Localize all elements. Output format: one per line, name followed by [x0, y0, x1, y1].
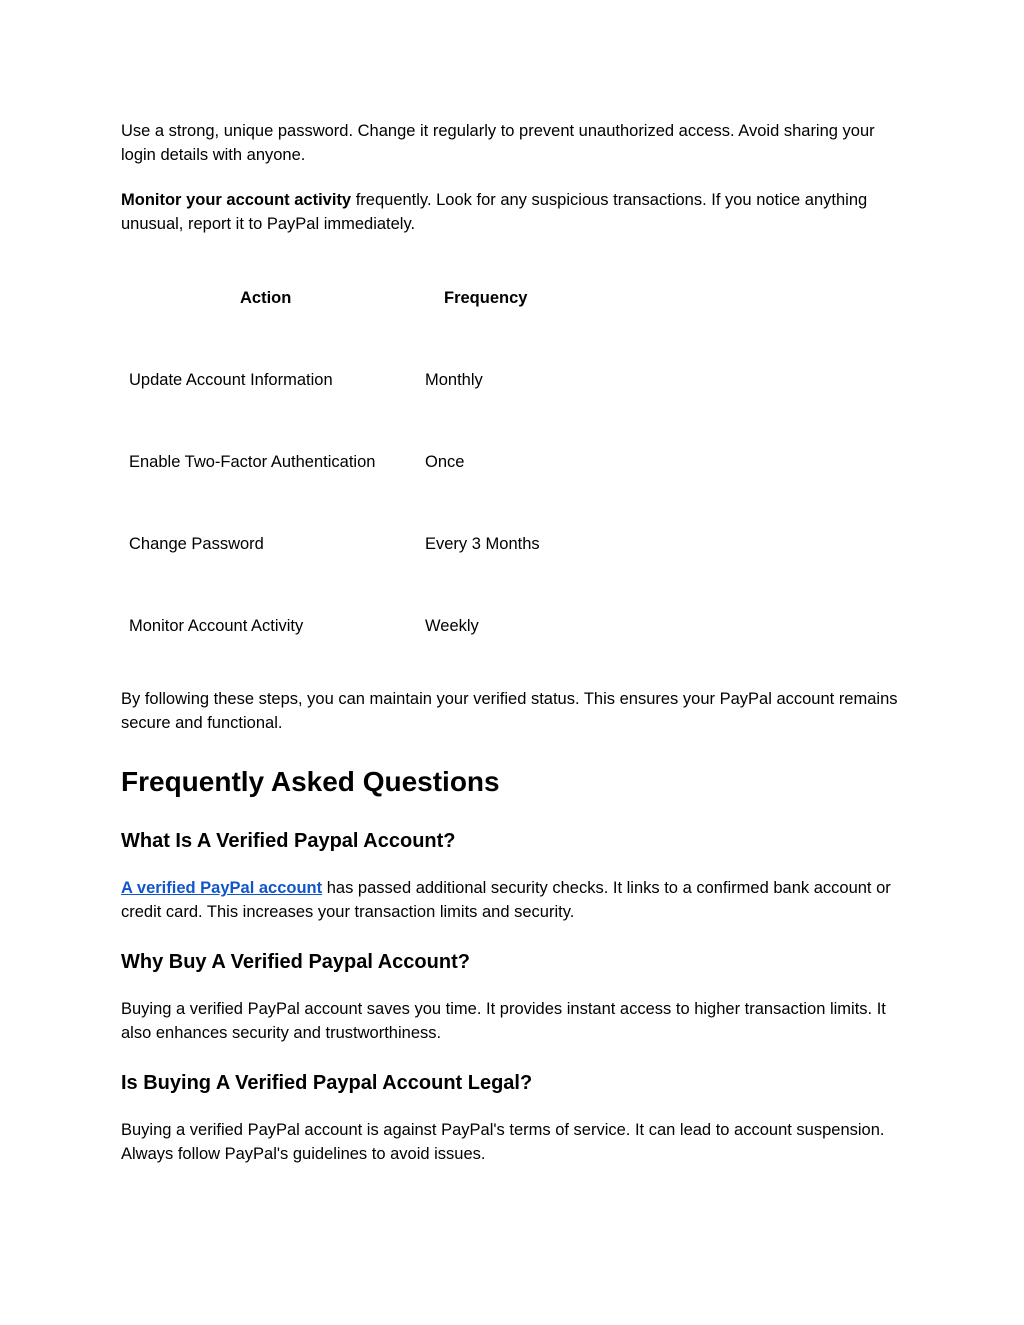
- faq-answer-text: has passed additional security checks. It links to a confirmed bank account or credit card. This increases your transaction limits and security.: [121, 879, 891, 921]
- faq-heading: Frequently Asked Questions: [121, 766, 500, 797]
- faq-question: What Is A Verified Paypal Account?: [121, 830, 456, 852]
- table-cell-action: Update Account Information: [129, 371, 333, 389]
- table-cell-frequency: Monthly: [425, 371, 483, 389]
- table-cell-frequency: Every 3 Months: [425, 535, 540, 553]
- closing-paragraph: By following these steps, you can maintain your verified status. This ensures your PayPal account remains secure and functional.: [121, 690, 898, 732]
- faq-question: Is Buying A Verified Paypal Account Legal?: [121, 1072, 533, 1094]
- faq-answer: Buying a verified PayPal account saves you time. It provides instant access to higher transaction limits. It also enhances security and trustworthiness.: [121, 1000, 886, 1042]
- table-cell-frequency: Once: [425, 453, 465, 471]
- table-cell-action: Change Password: [129, 535, 264, 553]
- monitor-bold-text: Monitor your account activity: [121, 191, 352, 209]
- monitor-rest-text: frequently. Look for any suspicious transactions. If you notice anything unusual, report it to PayPal immediately.: [121, 191, 868, 233]
- faq-answer: Buying a verified PayPal account is against PayPal's terms of service. It can lead to account suspension. Always follow PayPal's guidelines to avoid issues.: [121, 1121, 885, 1163]
- monitor-paragraph: [121, 188, 901, 236]
- table-cell-action: Monitor Account Activity: [129, 617, 304, 635]
- table-header-frequency: Frequency: [444, 289, 528, 307]
- password-paragraph: Use a strong, unique password. Change it regularly to prevent unauthorized access. Avoid sharing your login details with anyone.: [121, 122, 875, 164]
- table-cell-frequency: Weekly: [425, 617, 479, 635]
- faq-question: Why Buy A Verified Paypal Account?: [121, 951, 470, 973]
- faq-answer: [121, 876, 901, 924]
- table-cell-action: Enable Two-Factor Authentication: [129, 453, 376, 471]
- verified-paypal-account-link[interactable]: A verified PayPal account: [121, 879, 323, 897]
- table-header-action: Action: [240, 289, 292, 307]
